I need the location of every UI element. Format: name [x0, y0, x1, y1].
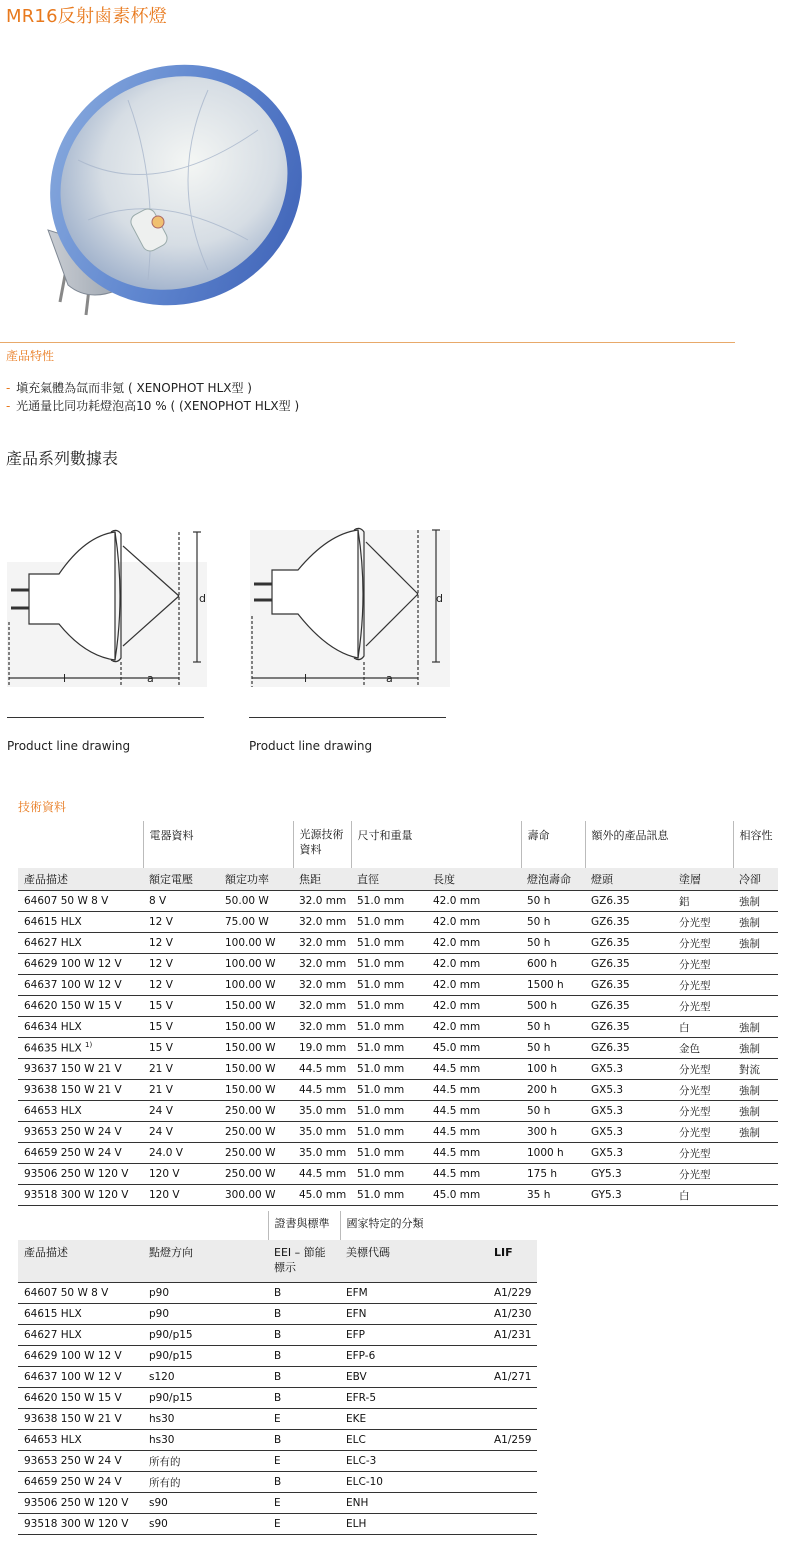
- table-cell: 250.00 W: [219, 1122, 293, 1143]
- table-row: [18, 1059, 778, 1080]
- table-cell: 44.5 mm: [427, 1122, 521, 1143]
- group-country: 國家特定的分類: [340, 1211, 537, 1240]
- table-cell: B: [268, 1367, 340, 1388]
- table-cell: GZ6.35: [585, 912, 673, 933]
- dimension-label-l: l: [63, 672, 67, 685]
- dimension-label-l: l: [304, 672, 308, 685]
- table-cell: 250.00 W: [219, 1164, 293, 1185]
- table-cell: 100.00 W: [219, 975, 293, 996]
- table-cell: 300 h: [521, 1122, 585, 1143]
- table-cell: 51.0 mm: [351, 996, 427, 1017]
- table-cell: 32.0 mm: [293, 912, 351, 933]
- table-cell: GX5.3: [585, 1059, 673, 1080]
- table-row: [18, 1164, 778, 1185]
- table-cell: EFP: [340, 1325, 488, 1346]
- table-cell: B: [268, 1325, 340, 1346]
- table-cell: 44.5 mm: [427, 1143, 521, 1164]
- table-cell: 32.0 mm: [293, 996, 351, 1017]
- table-cell: B: [268, 1430, 340, 1451]
- table-cell: EFN: [340, 1304, 488, 1325]
- table-cell: 強制: [733, 1122, 778, 1143]
- group-life: 壽命: [521, 821, 585, 868]
- table-cell: 1000 h: [521, 1143, 585, 1164]
- table-cell: [733, 975, 778, 996]
- table-cell: 42.0 mm: [427, 996, 521, 1017]
- table-row: [18, 1038, 778, 1059]
- table-cell: 120 V: [143, 1164, 219, 1185]
- table-cell: 強制: [733, 1101, 778, 1122]
- table-row: [18, 1346, 537, 1367]
- table-cell: 51.0 mm: [351, 1059, 427, 1080]
- table-cell: 51.0 mm: [351, 975, 427, 996]
- table-cell: 32.0 mm: [293, 954, 351, 975]
- table-cell: 32.0 mm: [293, 975, 351, 996]
- col-header: 點燈方向: [143, 1240, 268, 1283]
- table-cell: 600 h: [521, 954, 585, 975]
- col-header: 燈泡壽命: [521, 868, 585, 891]
- table-cell: 44.5 mm: [293, 1059, 351, 1080]
- table-cell: B: [268, 1388, 340, 1409]
- dimension-label-d: d: [436, 592, 443, 605]
- group-dimensions: 尺寸和重量: [351, 821, 521, 868]
- table-row: [18, 1283, 537, 1304]
- table-row: [18, 912, 778, 933]
- table-cell: 分光型: [673, 1059, 733, 1080]
- table-cell: 93637 150 W 21 V: [18, 1059, 143, 1080]
- table-cell: ELC: [340, 1430, 488, 1451]
- table-cell: 51.0 mm: [351, 1038, 427, 1059]
- table-row: [18, 1017, 778, 1038]
- table-cell: 所有的: [143, 1451, 268, 1472]
- table-cell: EFP-6: [340, 1346, 488, 1367]
- table-cell: 強制: [733, 912, 778, 933]
- table-cell: 24 V: [143, 1101, 219, 1122]
- table-cell: 強制: [733, 1080, 778, 1101]
- table-cell: 150.00 W: [219, 1059, 293, 1080]
- table-cell: p90: [143, 1283, 268, 1304]
- list-item: - 塡充氣體為氙而非氪 ( XENOPHOT HLX型 ): [6, 381, 252, 395]
- table-cell: 51.0 mm: [351, 891, 427, 912]
- table-cell: 64629 100 W 12 V: [18, 954, 143, 975]
- table-cell: 93653 250 W 24 V: [18, 1451, 143, 1472]
- table-cell: 金色: [673, 1038, 733, 1059]
- table-cell: GZ6.35: [585, 954, 673, 975]
- dimension-label-a: a: [147, 672, 154, 685]
- table-cell: 45.0 mm: [293, 1185, 351, 1206]
- table-cell: GX5.3: [585, 1101, 673, 1122]
- table-cell: 42.0 mm: [427, 891, 521, 912]
- footnote-marker: 1): [85, 1041, 93, 1050]
- table-cell: 21 V: [143, 1080, 219, 1101]
- table-row: [18, 954, 778, 975]
- drawing-divider: [249, 717, 446, 718]
- table-row: [18, 1388, 537, 1409]
- table-cell: 8 V: [143, 891, 219, 912]
- table-cell: EFM: [340, 1283, 488, 1304]
- col-header: 冷卻: [733, 868, 778, 891]
- dimension-label-d: d: [199, 592, 206, 605]
- table-cell: 分光型: [673, 1143, 733, 1164]
- table-row: [18, 891, 778, 912]
- table-cell: 24 V: [143, 1122, 219, 1143]
- table-cell: 35.0 mm: [293, 1101, 351, 1122]
- table-cell: 51.0 mm: [351, 933, 427, 954]
- table-cell: hs30: [143, 1409, 268, 1430]
- table-cell: 分光型: [673, 954, 733, 975]
- table-cell: 32.0 mm: [293, 891, 351, 912]
- table-cell: A1/229: [488, 1283, 537, 1304]
- table-row: [18, 1409, 537, 1430]
- table-row: [18, 1367, 537, 1388]
- table-cell: 120 V: [143, 1185, 219, 1206]
- page-title: MR16反射鹵素杯燈: [6, 6, 167, 27]
- table-row: [18, 1451, 537, 1472]
- features-heading: 產品特性: [6, 349, 55, 363]
- drawing-caption: Product line drawing: [249, 739, 373, 753]
- group-certs: 證書與標準: [268, 1211, 340, 1240]
- table-cell: 150.00 W: [219, 1017, 293, 1038]
- table-cell: 51.0 mm: [351, 954, 427, 975]
- table-cell: E: [268, 1514, 340, 1535]
- table-cell: 64629 100 W 12 V: [18, 1346, 143, 1367]
- table-cell: 300.00 W: [219, 1185, 293, 1206]
- table-cell: [488, 1514, 537, 1535]
- table-cell: 93518 300 W 120 V: [18, 1514, 143, 1535]
- table-cell: 93506 250 W 120 V: [18, 1493, 143, 1514]
- table-cell: 51.0 mm: [351, 1101, 427, 1122]
- table-cell: 分光型: [673, 996, 733, 1017]
- table-cell: 42.0 mm: [427, 975, 521, 996]
- table-cell: 64615 HLX: [18, 912, 143, 933]
- table-cell: GX5.3: [585, 1080, 673, 1101]
- table-cell: 強制: [733, 933, 778, 954]
- product-line-drawing: [250, 522, 450, 687]
- table-cell: 64637 100 W 12 V: [18, 975, 143, 996]
- table-cell: 12 V: [143, 933, 219, 954]
- table-cell: 500 h: [521, 996, 585, 1017]
- table-cell: B: [268, 1304, 340, 1325]
- table-cell: 42.0 mm: [427, 954, 521, 975]
- table-cell: [733, 1185, 778, 1206]
- table-cell: 200 h: [521, 1080, 585, 1101]
- certification-table: [18, 1211, 537, 1535]
- col-header: EEI – 節能標示: [268, 1240, 340, 1283]
- table-cell: 51.0 mm: [351, 1185, 427, 1206]
- table-row: [18, 975, 778, 996]
- table-cell: 64635 HLX $^{1)}$: [18, 1038, 143, 1059]
- table-cell: [488, 1451, 537, 1472]
- table-cell: 鋁: [673, 891, 733, 912]
- table-cell: 分光型: [673, 1164, 733, 1185]
- table-cell: 150.00 W: [219, 1080, 293, 1101]
- group-extra: 額外的產品訊息: [585, 821, 733, 868]
- table-cell: EFR-5: [340, 1388, 488, 1409]
- table-cell: EKE: [340, 1409, 488, 1430]
- table-cell: 35.0 mm: [293, 1122, 351, 1143]
- table-cell: p90: [143, 1304, 268, 1325]
- table-cell: 45.0 mm: [427, 1038, 521, 1059]
- col-header: 額定電壓: [143, 868, 219, 891]
- table-row: [18, 1143, 778, 1164]
- dimension-label-a: a: [386, 672, 393, 685]
- table-cell: 64627 HLX: [18, 1325, 143, 1346]
- table-cell: [488, 1493, 537, 1514]
- table-cell: 50 h: [521, 891, 585, 912]
- table-cell: 175 h: [521, 1164, 585, 1185]
- table-cell: GY5.3: [585, 1164, 673, 1185]
- features-list: [6, 379, 299, 415]
- table-cell: s120: [143, 1367, 268, 1388]
- table-cell: 44.5 mm: [427, 1080, 521, 1101]
- col-header: LIF: [488, 1240, 537, 1283]
- table-cell: B: [268, 1346, 340, 1367]
- table-cell: 21 V: [143, 1059, 219, 1080]
- table-cell: 50 h: [521, 1101, 585, 1122]
- drawing-caption: Product line drawing: [7, 739, 131, 753]
- table-cell: 分光型: [673, 912, 733, 933]
- table-cell: 32.0 mm: [293, 933, 351, 954]
- table-cell: 250.00 W: [219, 1101, 293, 1122]
- table-cell: [488, 1388, 537, 1409]
- table-cell: hs30: [143, 1430, 268, 1451]
- table-cell: 100.00 W: [219, 954, 293, 975]
- table-cell: 分光型: [673, 1080, 733, 1101]
- table-row: [18, 996, 778, 1017]
- table-cell: [488, 1346, 537, 1367]
- table-row: [18, 1080, 778, 1101]
- table-cell: [733, 1164, 778, 1185]
- table-row: [18, 1325, 537, 1346]
- table-cell: 24.0 V: [143, 1143, 219, 1164]
- table-cell: 64607 50 W 8 V: [18, 1283, 143, 1304]
- table-cell: 所有的: [143, 1472, 268, 1493]
- table-cell: 32.0 mm: [293, 1017, 351, 1038]
- group-electrical: 電器資料: [143, 821, 293, 868]
- table-cell: GX5.3: [585, 1143, 673, 1164]
- table-cell: 50.00 W: [219, 891, 293, 912]
- col-header: 焦距: [293, 868, 351, 891]
- table-cell: 64659 250 W 24 V: [18, 1143, 143, 1164]
- table-cell: 64607 50 W 8 V: [18, 891, 143, 912]
- table-cell: 12 V: [143, 954, 219, 975]
- table-cell: A1/271: [488, 1367, 537, 1388]
- table-cell: 51.0 mm: [351, 1122, 427, 1143]
- table-cell: 50 h: [521, 1017, 585, 1038]
- table-cell: 分光型: [673, 1101, 733, 1122]
- table-cell: 150.00 W: [219, 1038, 293, 1059]
- table-cell: 42.0 mm: [427, 1017, 521, 1038]
- table-cell: 64659 250 W 24 V: [18, 1472, 143, 1493]
- table-cell: GY5.3: [585, 1185, 673, 1206]
- table-cell: [488, 1409, 537, 1430]
- drawing-divider: [7, 717, 204, 718]
- table-cell: 51.0 mm: [351, 1080, 427, 1101]
- table-cell: [733, 954, 778, 975]
- table-cell: 15 V: [143, 996, 219, 1017]
- table-cell: 93638 150 W 21 V: [18, 1409, 143, 1430]
- table-cell: [488, 1472, 537, 1493]
- table-cell: GZ6.35: [585, 996, 673, 1017]
- table-cell: p90/p15: [143, 1325, 268, 1346]
- table-cell: 分光型: [673, 933, 733, 954]
- table-cell: A1/259: [488, 1430, 537, 1451]
- table-cell: 64620 150 W 15 V: [18, 1388, 143, 1409]
- tech-data-table: [18, 821, 778, 1206]
- table-cell: 強制: [733, 891, 778, 912]
- section-divider: [0, 342, 735, 343]
- product-image: [8, 40, 313, 325]
- table-row: [18, 1122, 778, 1143]
- table-cell: 64653 HLX: [18, 1430, 143, 1451]
- table-cell: 64637 100 W 12 V: [18, 1367, 143, 1388]
- table-cell: 51.0 mm: [351, 912, 427, 933]
- table-cell: 93638 150 W 21 V: [18, 1080, 143, 1101]
- table-row: [18, 1101, 778, 1122]
- table-cell: B: [268, 1283, 340, 1304]
- product-line-drawing: [7, 522, 207, 687]
- table-cell: 19.0 mm: [293, 1038, 351, 1059]
- table-cell: 對流: [733, 1059, 778, 1080]
- table-cell: 1500 h: [521, 975, 585, 996]
- table-row: [18, 1430, 537, 1451]
- table-cell: B: [268, 1472, 340, 1493]
- table-cell: 50 h: [521, 912, 585, 933]
- table-row: [18, 1185, 778, 1206]
- table-row: [18, 1514, 537, 1535]
- table-cell: 93518 300 W 120 V: [18, 1185, 143, 1206]
- table-cell: A1/230: [488, 1304, 537, 1325]
- table-cell: 51.0 mm: [351, 1143, 427, 1164]
- table-cell: 150.00 W: [219, 996, 293, 1017]
- col-header: 產品描述: [18, 1240, 143, 1283]
- table-cell: 強制: [733, 1038, 778, 1059]
- table-cell: ELC-10: [340, 1472, 488, 1493]
- table-cell: 50 h: [521, 1038, 585, 1059]
- col-header: 燈頭: [585, 868, 673, 891]
- table-cell: GZ6.35: [585, 933, 673, 954]
- table-cell: 42.0 mm: [427, 912, 521, 933]
- col-header: 產品描述: [18, 868, 143, 891]
- col-header: 美標代碼: [340, 1240, 488, 1283]
- table-cell: 51.0 mm: [351, 1164, 427, 1185]
- table-cell: 93506 250 W 120 V: [18, 1164, 143, 1185]
- table-cell: GZ6.35: [585, 1017, 673, 1038]
- table-cell: 15 V: [143, 1038, 219, 1059]
- table-cell: GZ6.35: [585, 891, 673, 912]
- table-cell: E: [268, 1493, 340, 1514]
- table-cell: 分光型: [673, 975, 733, 996]
- table-cell: 15 V: [143, 1017, 219, 1038]
- table-cell: 44.5 mm: [293, 1164, 351, 1185]
- table-cell: 44.5 mm: [427, 1164, 521, 1185]
- table-cell: 35 h: [521, 1185, 585, 1206]
- table-cell: GZ6.35: [585, 975, 673, 996]
- table-cell: 分光型: [673, 1122, 733, 1143]
- table-cell: 45.0 mm: [427, 1185, 521, 1206]
- table-cell: [733, 1143, 778, 1164]
- table-cell: GX5.3: [585, 1122, 673, 1143]
- table-cell: 64627 HLX: [18, 933, 143, 954]
- table-cell: EBV: [340, 1367, 488, 1388]
- table-row: [18, 1304, 537, 1325]
- table-cell: 51.0 mm: [351, 1017, 427, 1038]
- table-row: [18, 1493, 537, 1514]
- table-cell: 50 h: [521, 933, 585, 954]
- col-header: 塗層: [673, 868, 733, 891]
- table-cell: s90: [143, 1514, 268, 1535]
- table-cell: 100 h: [521, 1059, 585, 1080]
- table-row: [18, 933, 778, 954]
- table-row: [18, 1472, 537, 1493]
- table-cell: 64634 HLX: [18, 1017, 143, 1038]
- col-header: 長度: [427, 868, 521, 891]
- table-cell: 64653 HLX: [18, 1101, 143, 1122]
- table-cell: p90/p15: [143, 1346, 268, 1367]
- table-cell: 93653 250 W 24 V: [18, 1122, 143, 1143]
- table-cell: 白: [673, 1185, 733, 1206]
- table-cell: 強制: [733, 1017, 778, 1038]
- table-cell: 12 V: [143, 975, 219, 996]
- list-item: - 光通量比同功耗燈泡高10 % ( (XENOPHOT HLX型 ): [6, 399, 300, 413]
- table-cell: 白: [673, 1017, 733, 1038]
- table-cell: ELH: [340, 1514, 488, 1535]
- group-light: 光源技術資料: [293, 821, 351, 868]
- table-cell: ELC-3: [340, 1451, 488, 1472]
- table-cell: 12 V: [143, 912, 219, 933]
- table-cell: [733, 996, 778, 1017]
- table-cell: 75.00 W: [219, 912, 293, 933]
- table-cell: 35.0 mm: [293, 1143, 351, 1164]
- table-cell: p90/p15: [143, 1388, 268, 1409]
- datasheet-heading: 產品系列數據表: [6, 449, 119, 468]
- table-cell: 100.00 W: [219, 933, 293, 954]
- table-cell: ENH: [340, 1493, 488, 1514]
- table-cell: s90: [143, 1493, 268, 1514]
- table-cell: 64615 HLX: [18, 1304, 143, 1325]
- table-cell: 64620 150 W 15 V: [18, 996, 143, 1017]
- table-cell: A1/231: [488, 1325, 537, 1346]
- table-cell: GZ6.35: [585, 1038, 673, 1059]
- table-cell: E: [268, 1409, 340, 1430]
- group-compat: 相容性: [733, 821, 778, 868]
- table-cell: E: [268, 1451, 340, 1472]
- table-cell: 250.00 W: [219, 1143, 293, 1164]
- table-cell: 42.0 mm: [427, 933, 521, 954]
- table-cell: 44.5 mm: [293, 1080, 351, 1101]
- col-header: 直徑: [351, 868, 427, 891]
- table-cell: 44.5 mm: [427, 1059, 521, 1080]
- tech-data-heading: 技術資料: [18, 800, 67, 814]
- table-cell: 44.5 mm: [427, 1101, 521, 1122]
- col-header: 額定功率: [219, 868, 293, 891]
